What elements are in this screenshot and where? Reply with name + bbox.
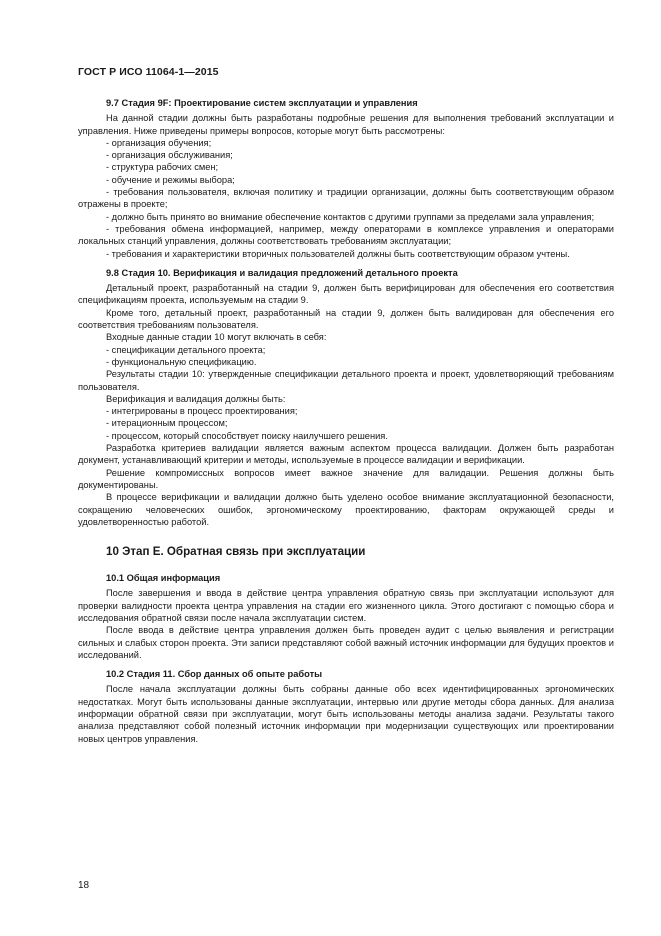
list-item: - обучение и режимы выбора; <box>106 174 235 185</box>
list-item: - должно быть принято во внимание обеспечение контактов с другими группами за пределами зала управления; <box>106 211 595 222</box>
paragraph: На данной стадии должны быть разработаны подробные решения для выполнения требований эксплуатации и управления. Ниже приведены примеры вопросов, которые могут быть рассмотрены: <box>78 113 614 136</box>
page-number: 18 <box>78 880 90 891</box>
subsection-heading: 10.2 Стадия 11. Сбор данных об опыте работы <box>106 669 323 680</box>
document-body <box>78 95 614 745</box>
list-item: - требования пользователя, включая политику и традиции организации, должны быть соответствующим образом отражены в проекте; <box>78 187 614 210</box>
list-item: - спецификации детального проекта; <box>106 344 266 355</box>
paragraph: Детальный проект, разработанный на стадии 9, должен быть верифицирован для обеспечения его соответствия спецификациям проекта, используемым на стадии 9. <box>78 283 614 306</box>
list-item: - структура рабочих смен; <box>106 162 219 173</box>
paragraph: Разработка критериев валидации является важным аспектом процесса валидации. Должен быть разработан документ, устанавливающий критерии и методы, используемые в процессе валидации и верификации. <box>78 443 614 466</box>
paragraph: После завершения и ввода в действие центра управления обратную связь при эксплуатации используют для проверки валидности проекта центра управления на стадии его жизненного цикла. Этого достигают с помощью сбора и исследования обратной связи после начала эксплуатации систем. <box>78 588 614 623</box>
section-heading: 10 Этап Е. Обратная связь при эксплуатации <box>106 545 366 559</box>
subsection-heading: 10.1 Общая информация <box>106 573 221 584</box>
paragraph: В процессе верификации и валидации должно быть уделено особое внимание эксплуатационной безопасности, сокращению человеческих ошибок, эргономическому проектированию, факторам окружающей среды и удовлетворенностью работой. <box>78 492 614 527</box>
list-item: - требования обмена информацией, например, между операторами в комплексе управления и операторами локальных станций управления, должны соответствовать требованиям эксплуатации; <box>78 223 614 247</box>
paragraph: Решение компромиссных вопросов имеет важное значение для валидации. Решения должны быть документированы. <box>78 467 614 490</box>
paragraph: Результаты стадии 10: утвержденные спецификации детального проекта и проект, удовлетворяющий требованиям пользователя. <box>78 369 614 392</box>
document-header: ГОСТ Р ИСО 11064-1—2015 <box>78 66 219 78</box>
subsection-heading: 9.8 Стадия 10. Верификация и валидация предложений детального проекта <box>106 267 458 278</box>
paragraph: Входные данные стадии 10 могут включать в себя: <box>106 332 327 343</box>
paragraph: После начала эксплуатации должны быть собраны данные обо всех идентифицированных эргономических недостатках. Могут быть использованы данные эксплуатации, интервью или другие методы сбора данных. Для анализа информации обратной связи при эксплуатации, могут быть использованы методы анализа задачи. Результаты такого анализа представляют собой полезный источник информации при модернизации существующих или проектировании новых центров управления. <box>78 684 614 744</box>
paragraph: После ввода в действие центра управления должен быть проведен аудит с целью выявления и регистрации сильных и слабых сторон проекта. Эти записи представляют собой важный источник информации для будущих проектов и исследований. <box>78 625 614 660</box>
paragraph: Верификация и валидация должны быть: <box>106 393 286 404</box>
list-item: - организация обслуживания; <box>106 150 233 161</box>
list-item: - процессом, который способствует поиску наилучшего решения. <box>106 430 388 441</box>
list-item: - интегрированы в процесс проектирования; <box>106 406 298 417</box>
list-item: - итерационным процессом; <box>106 418 228 429</box>
list-item: - функциональную спецификацию. <box>106 356 257 367</box>
subsection-heading: 9.7 Стадия 9F: Проектирование систем эксплуатации и управления <box>106 98 418 108</box>
list-item: - требования и характеристики вторичных пользователей должны быть соответствующим образом учтены. <box>106 248 570 259</box>
paragraph: Кроме того, детальный проект, разработанный на стадии 9, должен быть валидирован для обеспечения его соответствия требованиям пользователя. <box>78 307 614 331</box>
list-item: - организация обучения; <box>106 137 212 148</box>
